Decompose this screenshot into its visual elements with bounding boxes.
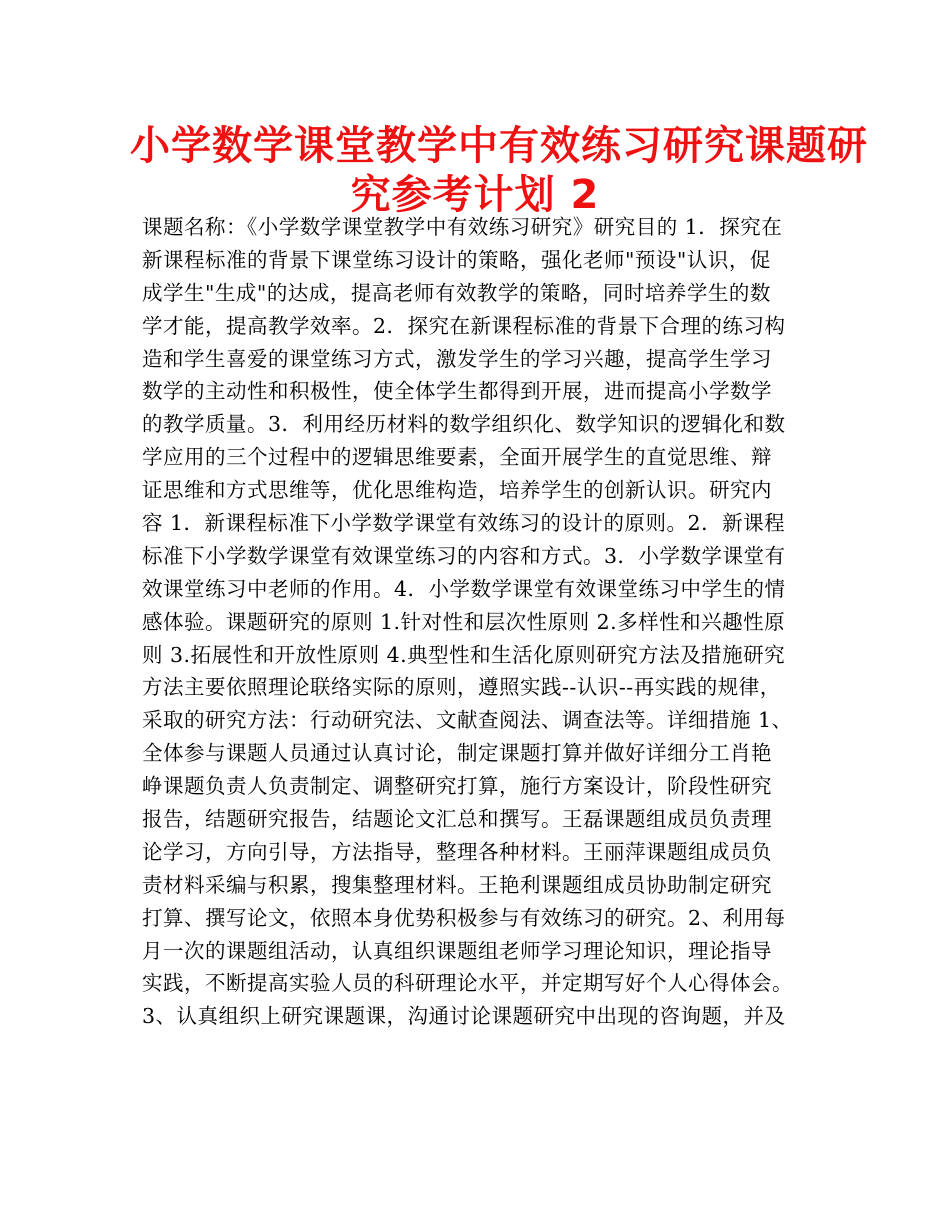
- body-line: 造和学生喜爱的课堂练习方式，激发学生的学习兴趣，提高学生学习: [142, 346, 772, 371]
- body-line: 证思维和方式思维等，优化思维构造，培养学生的创新认识。研究内: [142, 478, 772, 503]
- body-line: 全体参与课题人员通过认真讨论，制定课题打算并做好详细分工肖艳: [142, 741, 772, 766]
- body-line: 学应用的三个过程中的逻辑思维要素，全面开展学生的直觉思维、辩: [142, 445, 772, 470]
- body-line: 实践，不断提高实验人员的科研理论水平，并定期写好个人心得体会。: [142, 971, 793, 996]
- body-line: 采取的研究方法：行动研究法、文献查阅法、调查法等。详细措施 1、: [142, 708, 793, 733]
- body-line: 容 1．新课程标准下小学数学课堂有效练习的设计的原则。2．新课程: [142, 511, 786, 536]
- body-line: 成学生"生成"的达成，提高老师有效教学的策略，同时培养学生的数: [142, 280, 771, 305]
- body-line: 方法主要依照理论联络实际的原则，遵照实践--认识--再实践的规律，: [142, 675, 781, 700]
- body-line: 报告，结题研究报告，结题论文汇总和撰写。王磊课题组成员负责理: [142, 807, 772, 832]
- body-line: 则 3.拓展性和开放性原则 4.典型性和生活化原则研究方法及措施研究: [142, 642, 786, 667]
- body-line: 3、认真组织上研究课题课，沟通讨论课题研究中出现的咨询题，并及: [142, 1004, 786, 1029]
- document-title: [130, 122, 868, 220]
- body-line: 学才能，提高教学效率。2．探究在新课程标准的背景下合理的练习构: [142, 313, 786, 338]
- body-line: 标准下小学数学课堂有效课堂练习的内容和方式。3．小学数学课堂有: [142, 543, 786, 568]
- body-line: 感体验。课题研究的原则 1.针对性和层次性原则 2.多样性和兴趣性原: [142, 609, 786, 634]
- body-line: 课题名称：《小学数学课堂教学中有效练习研究》研究目的 1．探究在: [142, 215, 783, 239]
- body-line: 数学的主动性和积极性，使全体学生都得到开展，进而提高小学数学: [142, 379, 772, 404]
- body-line: 峥课题负责人负责制定、调整研究打算，施行方案设计，阶段性研究: [142, 774, 772, 799]
- body-line: 效课堂练习中老师的作用。4．小学数学课堂有效课堂练习中学生的情: [142, 576, 786, 601]
- title-line-1: 小学数学课堂教学中有效练习研究课题研: [130, 123, 868, 169]
- body-line: 论学习，方向引导，方法指导，整理各种材料。王丽萍课题组成员负: [142, 839, 772, 864]
- body-line: 的教学质量。3．利用经历材料的数学组织化、数学知识的逻辑化和数: [142, 412, 786, 437]
- document-body: [142, 211, 814, 1033]
- title-line-2: 究参考计划 2: [350, 172, 600, 218]
- body-line: 新课程标准的背景下课堂练习设计的策略，强化老师"预设"认识，促: [142, 247, 771, 272]
- body-line: 打算、撰写论文，依照本身优势积极参与有效练习的研究。2、利用每: [142, 905, 786, 930]
- body-line: 月一次的课题组活动，认真组织课题组老师学习理论知识，理论指导: [142, 938, 772, 963]
- body-line: 责材料采编与积累，搜集整理材料。王艳利课题组成员协助制定研究: [142, 872, 772, 897]
